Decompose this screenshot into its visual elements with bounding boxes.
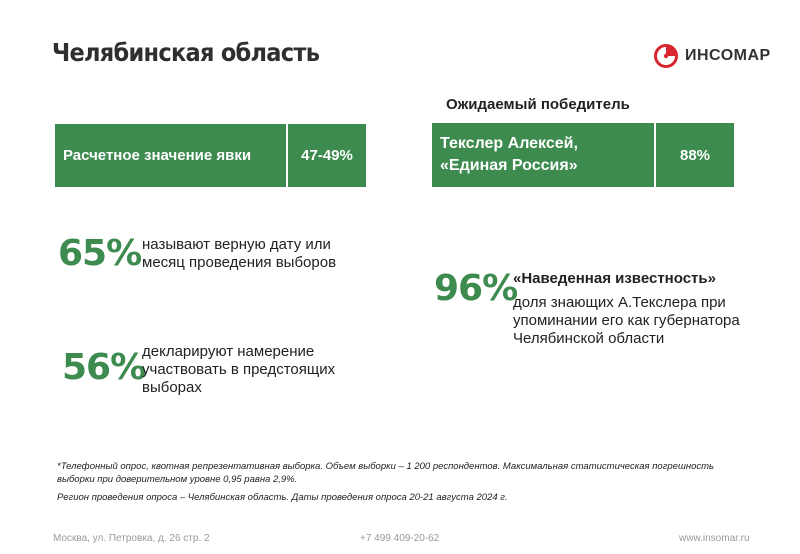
stat-description xyxy=(142,343,335,397)
stat-line: декларируют намерение xyxy=(142,343,315,360)
footer-address: Москва, ул. Петровка, д. 26 стр. 2 xyxy=(53,533,210,544)
stat-line: называют верную дату или xyxy=(142,236,331,253)
stat-line: месяц проведения выборов xyxy=(142,254,337,271)
logo-text: ИНСОМАР xyxy=(685,47,771,64)
winner-value: 88% xyxy=(656,123,734,187)
awareness-line: упоминании его как губернатора xyxy=(513,312,740,329)
awareness-line: доля знающих А.Текслера при xyxy=(513,294,726,311)
awareness-description xyxy=(513,294,740,348)
footer-website[interactable]: www.insomar.ru xyxy=(679,533,750,544)
stat-description xyxy=(142,236,336,272)
footer-phone[interactable]: +7 499 409-20-62 xyxy=(360,533,440,544)
stat-line: выборах xyxy=(142,379,202,396)
page-title: Челябинская область xyxy=(52,38,320,67)
turnout-label: Расчетное значение явки xyxy=(55,124,286,187)
turnout-value: 47-49% xyxy=(288,124,366,187)
awareness-percent: 96% xyxy=(434,268,518,309)
company-logo xyxy=(653,43,771,69)
winner-name xyxy=(432,123,654,187)
footnote-region: Регион проведения опроса – Челябинская область. Даты проведения опроса 20-21 августа 2024 г. xyxy=(57,492,508,503)
stat-line: участвовать в предстоящих xyxy=(142,361,336,378)
awareness-heading: «Наведенная известность» xyxy=(513,270,716,287)
stat-percent: 56% xyxy=(62,347,146,388)
insomar-logo-icon xyxy=(653,43,679,69)
footnote-line: выборки при доверительном уровне 0,95 равна 2,9%. xyxy=(57,474,298,485)
footnote-line: *Телефонный опрос, квотная репрезентативная выборка. Объем выборки – 1 200 респондентов. Максимальная статистическая погрешность xyxy=(57,461,715,472)
awareness-line: Челябинской области xyxy=(513,330,665,347)
winner-heading: Ожидаемый победитель xyxy=(446,96,630,113)
footnote-methodology xyxy=(57,460,714,486)
winner-name-line: Текслер Алексей, xyxy=(440,135,578,152)
winner-party-line: «Единая Россия» xyxy=(440,157,578,174)
stat-percent: 65% xyxy=(58,233,142,274)
